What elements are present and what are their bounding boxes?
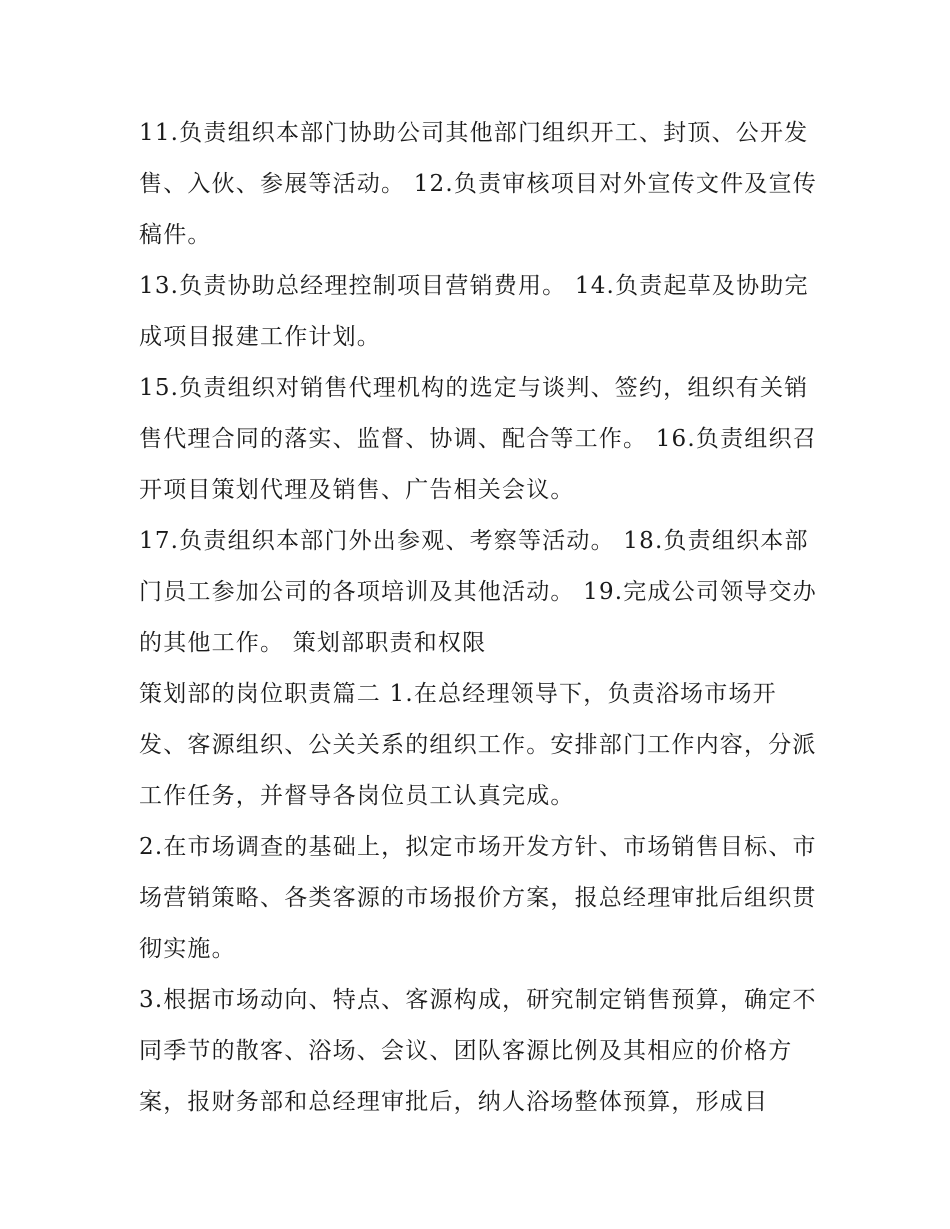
document-body	[139, 108, 819, 1128]
paragraph-6: 2.在市场调查的基础上，拟定市场开发方针、市场销售目标、市场营销策略、各类客源的市场报价方案，报总经理审批后组织贯彻实施。	[139, 834, 817, 962]
paragraph-5: 策划部的岗位职责篇二 1.在总经理领导下，负责浴场市场开发、客源组织、公关关系的组织工作。安排部门工作内容，分派工作任务，并督导各岗位员工认真完成。	[139, 681, 817, 809]
paragraph-3: 15.负责组织对销售代理机构的选定与谈判、签约，组织有关销售代理合同的落实、监督、协调、配合等工作。 16.负责组织召开项目策划代理及销售、广告相关会议。	[139, 375, 817, 503]
paragraph-1: 11.负责组织本部门协助公司其他部门组织开工、封顶、公开发售、入伙、参展等活动。 12.负责审核项目对外宣传文件及宣传稿件。	[139, 120, 817, 248]
paragraph-4: 17.负责组织本部门外出参观、考察等活动。 18.负责组织本部门员工参加公司的各项培训及其他活动。 19.完成公司领导交办的其他工作。 策划部职责和权限	[139, 528, 817, 656]
paragraph-2: 13.负责协助总经理控制项目营销费用。 14.负责起草及协助完成项目报建工作计划。	[139, 273, 809, 350]
paragraph-7: 3.根据市场动向、特点、客源构成，研究制定销售预算，确定不同季节的散客、浴场、会议、团队客源比例及其相应的价格方案，报财务部和总经理审批后，纳人浴场整体预算，形成目	[139, 987, 817, 1115]
